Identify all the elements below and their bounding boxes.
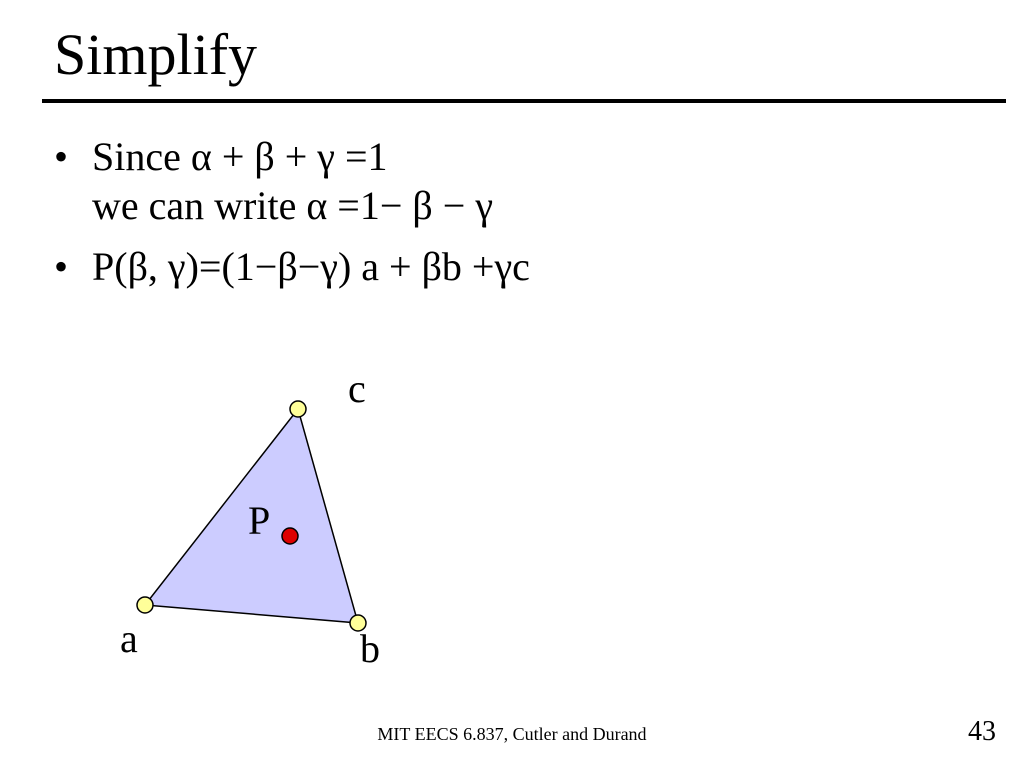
vertex-c xyxy=(290,401,306,417)
vertex-a-label: a xyxy=(120,616,138,661)
vertex-a xyxy=(137,597,153,613)
vertex-c-label: c xyxy=(348,366,366,411)
bullet-symbol: • xyxy=(54,244,69,289)
slide-title: Simplify xyxy=(54,22,258,87)
bullet-line: Since α + β + γ =1 xyxy=(92,134,388,179)
point-p-label: P xyxy=(248,498,271,543)
footer-credit: MIT EECS 6.837, Cutler and Durand xyxy=(377,724,647,744)
bullet-symbol: • xyxy=(54,134,69,179)
page-number: 43 xyxy=(968,716,996,747)
point-p xyxy=(282,528,298,544)
bullet-line: we can write α =1− β − γ xyxy=(92,183,493,228)
vertex-b-label: b xyxy=(360,626,380,671)
bullet-line: P(β, γ)=(1−β−γ) a + βb +γc xyxy=(92,244,530,289)
